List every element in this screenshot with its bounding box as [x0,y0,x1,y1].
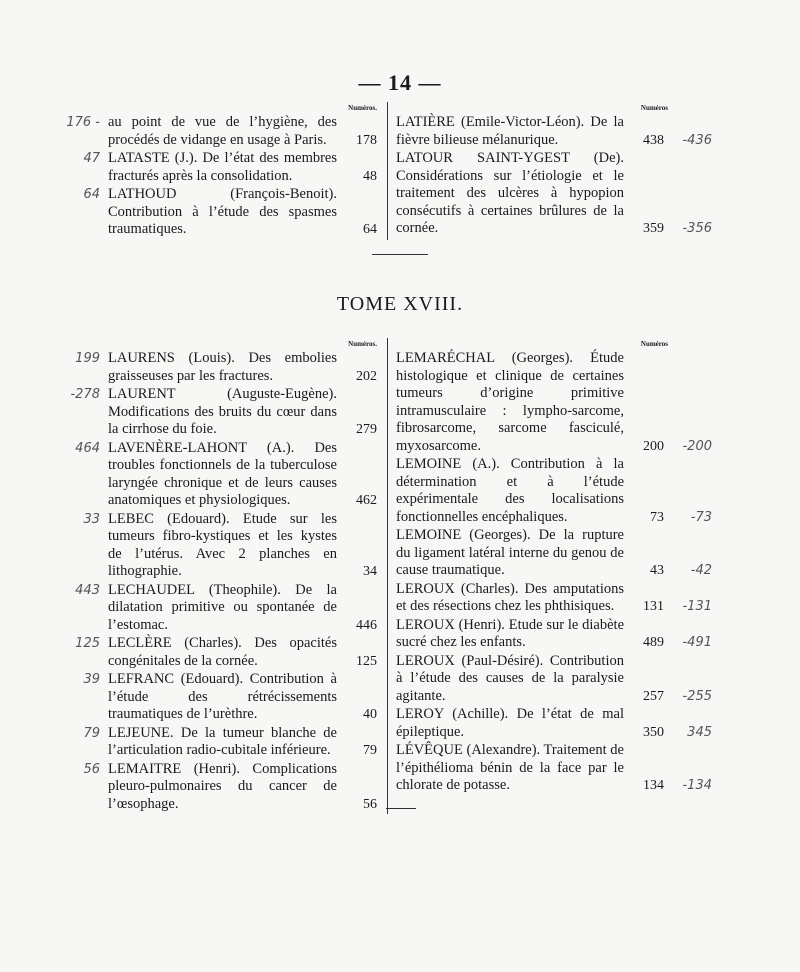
index-entry [396,150,712,238]
numeros-label: Numéros [640,104,668,112]
numeros-label: Numéros. [348,104,377,112]
entry-number: 200 [643,438,664,454]
entry-text: LEMOINE (Georges). De la rupture du ligament latéral interne du genou de cause traumatique. [396,527,624,578]
index-entry [396,114,712,149]
index-entry [75,439,377,510]
index-entry [70,386,377,439]
entry-number: 178 [356,132,377,148]
entry-number: 446 [356,617,377,633]
index-entry [83,186,377,239]
entry-number: 64 [363,222,377,237]
index-entry [83,671,377,724]
handwritten-note: -491 [682,635,712,650]
entry-number: 125 [356,653,377,669]
entry-number: 48 [363,168,377,184]
handwritten-note: 64 [83,187,100,202]
section-divider [372,254,428,255]
handwritten-note: 39 [83,672,100,687]
entry-text: LEROUX (Henri). Etude sur le diabète sucré chez les enfants. [396,616,624,650]
entry-number: 131 [643,599,664,614]
handwritten-note: 176 - [66,115,100,130]
entry-text: LATOUR SAINT-YGEST (De). Considérations sur l’étiologie et le traitement des ulcères à hypopion consécutifs à certaines brûlures de la cornée. [396,150,624,236]
entry-text: LAURENT (Auguste-Eugène). Modifications des bruits du cœur dans la cirrhose du foie. [108,386,337,437]
handwritten-note: -356 [682,221,712,236]
handwritten-note: 47 [83,151,100,166]
index-entry [83,724,377,760]
handwritten-note: -73 [690,509,712,525]
index-entry [83,150,377,185]
entry-number: 73 [650,509,664,525]
entry-text: LECLÈRE (Charles). Des opacités congénitales de la cornée. [108,635,337,669]
entry-text: LEROUX (Charles). Des amputations et des résections chez les phthisiques. [396,580,624,614]
handwritten-note: 443 [75,582,100,598]
entry-number: 489 [643,635,664,650]
index-entry [396,706,712,741]
entry-number: 43 [650,563,664,578]
entry-text: LEJEUNE. De la tumeur blanche de l’articulation radio-cubitale inférieure. [108,724,337,758]
index-entry [75,350,377,385]
handwritten-note: 56 [83,761,100,777]
entry-number: 134 [643,778,664,793]
entry-number: 438 [643,132,664,148]
entry-text: LEROY (Achille). De l’état de mal épileptique. [396,706,624,740]
handwritten-note: -200 [682,438,712,454]
entry-number: 79 [363,743,377,758]
handwritten-note: -42 [690,563,712,578]
entry-text: LATIÈRE (Emile-Victor-Léon). De la fièvre bilieuse mélanurique. [396,114,624,148]
entry-number: 202 [356,368,377,384]
handwritten-note: -134 [682,778,712,793]
index-entry [83,510,377,581]
entry-number: 359 [643,221,664,236]
entry-text: LÉVÊQUE (Alexandre). Traitement de l’épithélioma bénin de la face par le chlorate de potasse. [396,742,624,793]
index-entry [75,581,377,635]
handwritten-note: 79 [83,725,100,741]
index-entry [396,652,712,706]
handwritten-note: -131 [682,599,712,614]
numeros-label: Numéros. [348,340,377,348]
handwritten-note: 464 [75,440,100,456]
entry-number: 40 [363,707,377,722]
index-entry [396,580,712,616]
entry-number: 257 [643,688,664,704]
page-number: — 14 — [358,70,442,95]
index-entry [396,527,712,580]
handwritten-note: -278 [70,387,100,402]
entry-number: 462 [356,493,377,508]
index-entry [396,616,712,652]
handwritten-note: 345 [687,724,712,740]
top-left-column [66,102,388,240]
entry-text: LAVENÈRE-LAHONT (A.). Des troubles fonctionnels de la tuberculose laryngée chronique et de leurs causes anatomiques et physiologiques. [108,439,337,508]
entry-text: LEBEC (Edouard). Etude sur les tumeurs fibro-kystiques et les kystes de l’utérus. Avec 2 planches en lithographie. [108,510,337,579]
index-entry [396,456,712,526]
entry-text: LEMAITRE (Henri). Complications pleuro-pulmonaires du cancer de l’œsophage. [108,760,337,812]
entry-text: au point de vue de l’hygiène, des procédés de vidange en usage à Paris. [108,114,337,148]
index-entry [75,635,377,670]
entry-text: LAURENS (Louis). Des embolies graisseuses par les fractures. [108,350,337,384]
entry-text: LATASTE (J.). De l’état des membres fracturés après la consolidation. [108,150,337,184]
entry-text: LATHOUD (François-Benoit). Contribution à l’étude des spasmes traumatiques. [108,186,337,237]
entry-text: LECHAUDEL (Theophile). De la dilatation primitive ou spontanée de l’estomac. [108,581,337,633]
entry-text: LEMARÉCHAL (Georges). Étude histologique et clinique de certaines tumeurs d’origine primitive intramusculaire : lympho-sarcome, fibrosarcome, sarcome fasciculé, myxosarcome. [396,350,624,454]
index-entry [396,350,712,455]
entry-number: 350 [643,724,664,740]
index-entry [396,742,712,795]
entry-number: 279 [356,422,377,437]
top-section [66,102,712,240]
numeros-label: Numéros [640,340,668,348]
handwritten-note: -436 [682,132,712,148]
tome-heading: TOME XVIII. [336,293,464,315]
bottom-right-column [388,338,712,814]
bottom-left-column [70,338,388,814]
entry-number: 56 [363,796,377,812]
index-entry [66,114,377,149]
handwritten-note: 199 [75,351,100,366]
index-entry [83,760,377,814]
entry-number: 34 [363,564,377,579]
handwritten-note: -255 [682,688,712,704]
entry-text: LEROUX (Paul-Désiré). Contribution à l’étude des causes de la paralysie agitante. [396,652,624,704]
handwritten-note: 125 [75,636,100,651]
top-right-column [388,102,712,240]
bottom-section [70,338,712,814]
handwritten-note: 33 [83,511,100,527]
end-divider [386,808,416,809]
entry-text: LEMOINE (A.). Contribution à la détermination et à l’étude expérimentale des localisations fonctionnelles encéphaliques. [396,456,624,525]
entry-text: LEFRANC (Edouard). Contribution à l’étude des rétrécissements traumatiques de l’urèthre. [108,671,337,722]
